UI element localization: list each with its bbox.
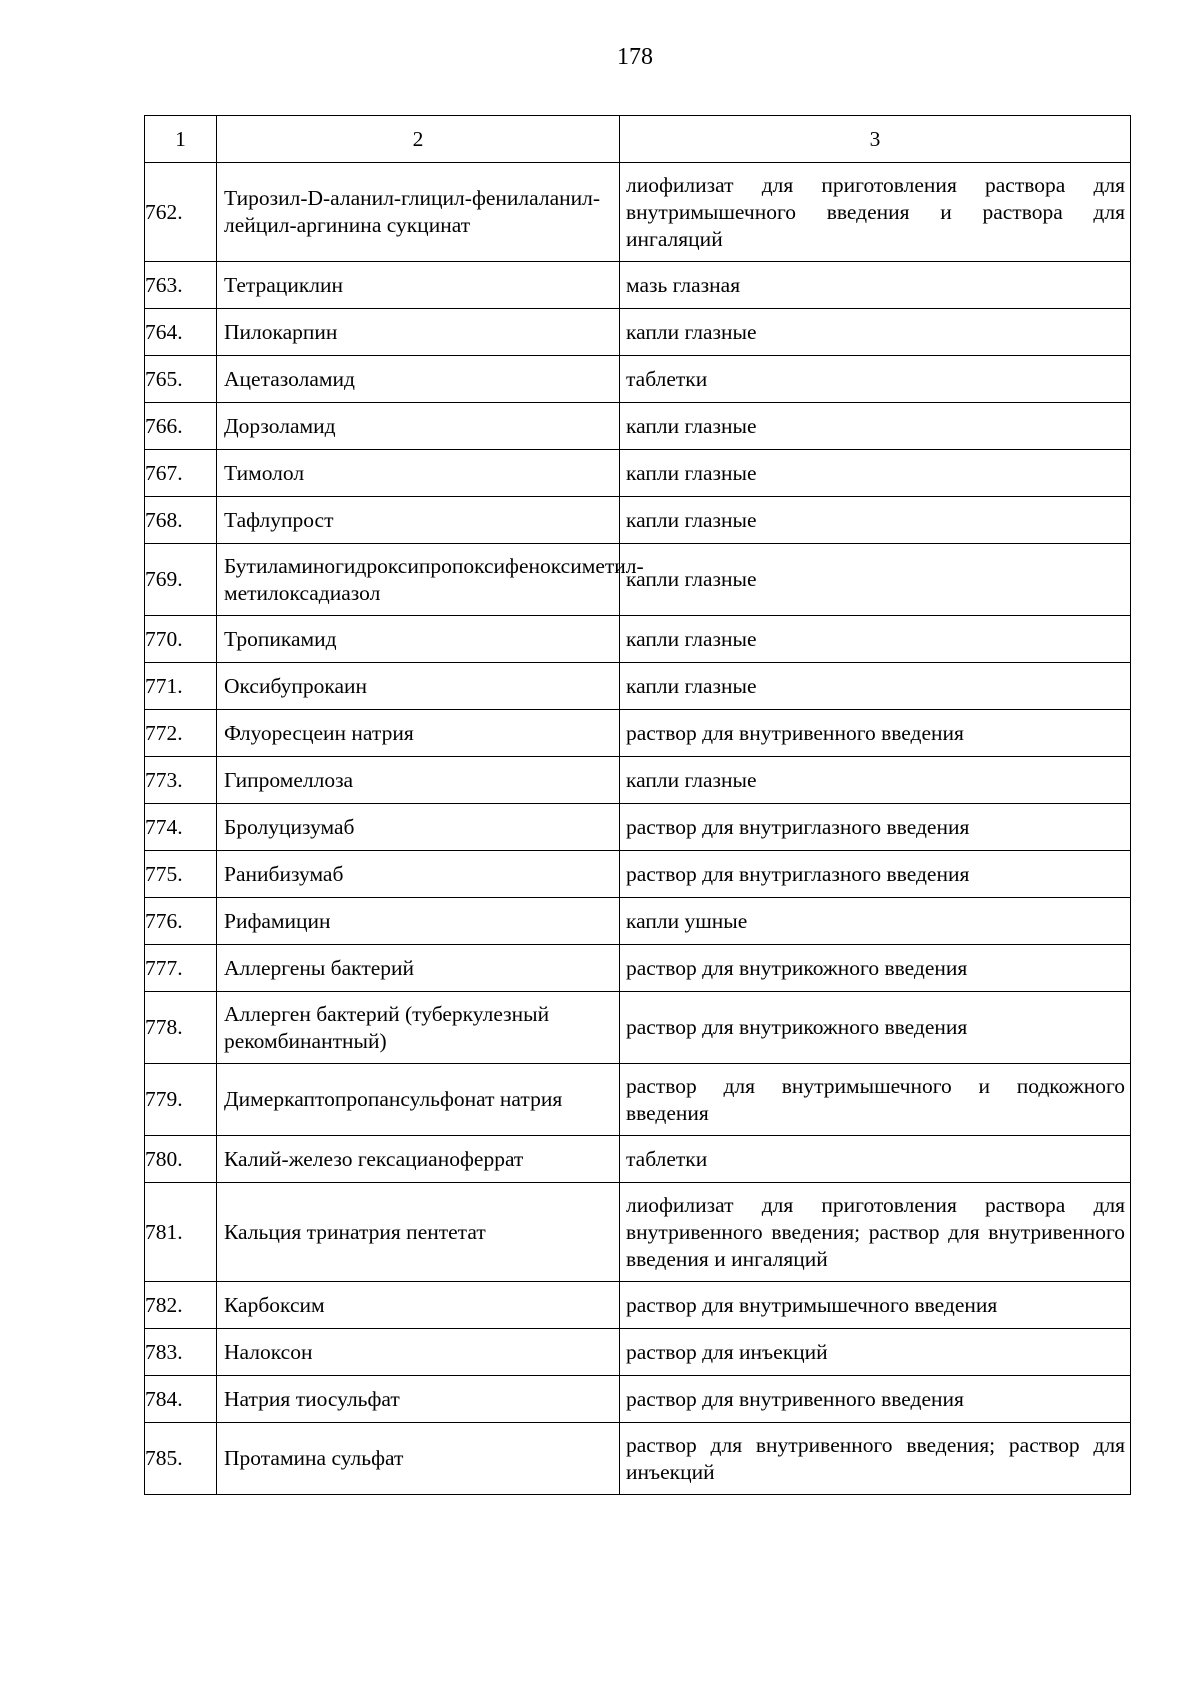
header-col-1: 1 (145, 116, 217, 163)
row-number: 767. (145, 450, 217, 497)
row-number: 785. (145, 1423, 217, 1495)
dosage-form: раствор для внутримышечного и подкожного введения (620, 1064, 1131, 1136)
dosage-form: капли глазные (620, 663, 1131, 710)
dosage-form: капли глазные (620, 497, 1131, 544)
drug-name: Тирозил-D-аланил-глицил-фенилаланил-лейцил-аргинина сукцинат (217, 163, 620, 262)
table-row (145, 356, 1131, 403)
row-number: 765. (145, 356, 217, 403)
drug-name: Димеркаптопропансульфонат натрия (217, 1064, 620, 1136)
row-number: 770. (145, 616, 217, 663)
drug-name: Протамина сульфат (217, 1423, 620, 1495)
drug-name: Налоксон (217, 1329, 620, 1376)
drug-name: Тафлупрост (217, 497, 620, 544)
dosage-form: раствор для внутрикожного введения (620, 992, 1131, 1064)
row-number: 763. (145, 262, 217, 309)
row-number: 769. (145, 544, 217, 616)
drug-name: Натрия тиосульфат (217, 1376, 620, 1423)
table-header-row (145, 116, 1131, 163)
table-row (145, 710, 1131, 757)
dosage-form: капли глазные (620, 616, 1131, 663)
table-row (145, 497, 1131, 544)
table-row (145, 544, 1131, 616)
page-number: 178 (617, 44, 653, 70)
table-row (145, 163, 1131, 262)
header-col-3: 3 (620, 116, 1131, 163)
row-number: 781. (145, 1183, 217, 1282)
row-number: 773. (145, 757, 217, 804)
table-row (145, 992, 1131, 1064)
row-number: 764. (145, 309, 217, 356)
table-row (145, 450, 1131, 497)
dosage-form: капли ушные (620, 898, 1131, 945)
dosage-form: раствор для внутримышечного введения (620, 1282, 1131, 1329)
drug-table (144, 115, 1131, 1495)
row-number: 780. (145, 1136, 217, 1183)
drug-name: Дорзоламид (217, 403, 620, 450)
drug-name: Ранибизумаб (217, 851, 620, 898)
row-number: 771. (145, 663, 217, 710)
table-row (145, 851, 1131, 898)
row-number: 784. (145, 1376, 217, 1423)
drug-name: Тетрациклин (217, 262, 620, 309)
row-number: 779. (145, 1064, 217, 1136)
table-row (145, 1282, 1131, 1329)
row-number: 782. (145, 1282, 217, 1329)
drug-name: Рифамицин (217, 898, 620, 945)
drug-name: Бутиламиногидроксипропоксифеноксиметил-метилоксадиазол (217, 544, 620, 616)
row-number: 775. (145, 851, 217, 898)
table-row (145, 262, 1131, 309)
drug-name: Кальция тринатрия пентетат (217, 1183, 620, 1282)
drug-name: Тимолол (217, 450, 620, 497)
drug-name: Гипромеллоза (217, 757, 620, 804)
table-row (145, 1183, 1131, 1282)
table-row (145, 1376, 1131, 1423)
table-row (145, 309, 1131, 356)
dosage-form: капли глазные (620, 403, 1131, 450)
row-number: 778. (145, 992, 217, 1064)
table-row (145, 1329, 1131, 1376)
dosage-form: таблетки (620, 1136, 1131, 1183)
table-row (145, 616, 1131, 663)
dosage-form: раствор для внутриглазного введения (620, 804, 1131, 851)
table-row (145, 1136, 1131, 1183)
dosage-form: раствор для инъекций (620, 1329, 1131, 1376)
dosage-form: капли глазные (620, 757, 1131, 804)
row-number: 772. (145, 710, 217, 757)
dosage-form: лиофилизат для приготовления раствора для внутримышечного введения и раствора для ингаляций (620, 163, 1131, 262)
table-row (145, 945, 1131, 992)
dosage-form: раствор для внутрикожного введения (620, 945, 1131, 992)
dosage-form: лиофилизат для приготовления раствора для внутривенного введения; раствор для внутривенного введения и ингаляций (620, 1183, 1131, 1282)
dosage-form: капли глазные (620, 309, 1131, 356)
row-number: 776. (145, 898, 217, 945)
table-row (145, 898, 1131, 945)
dosage-form: таблетки (620, 356, 1131, 403)
drug-name: Бролуцизумаб (217, 804, 620, 851)
table-row (145, 1064, 1131, 1136)
table-row (145, 804, 1131, 851)
table-row (145, 403, 1131, 450)
drug-name: Тропикамид (217, 616, 620, 663)
table-row (145, 663, 1131, 710)
dosage-form: раствор для внутривенного введения (620, 1376, 1131, 1423)
dosage-form: раствор для внутривенного введения (620, 710, 1131, 757)
drug-name: Аллергены бактерий (217, 945, 620, 992)
row-number: 774. (145, 804, 217, 851)
header-col-2: 2 (217, 116, 620, 163)
drug-name: Аллерген бактерий (туберкулезный рекомбинантный) (217, 992, 620, 1064)
table-row (145, 757, 1131, 804)
dosage-form: мазь глазная (620, 262, 1131, 309)
dosage-form: раствор для внутриглазного введения (620, 851, 1131, 898)
row-number: 777. (145, 945, 217, 992)
drug-name: Пилокарпин (217, 309, 620, 356)
drug-name: Флуоресцеин натрия (217, 710, 620, 757)
dosage-form: раствор для внутривенного введения; раствор для инъекций (620, 1423, 1131, 1495)
table-row (145, 1423, 1131, 1495)
drug-name: Оксибупрокаин (217, 663, 620, 710)
drug-name: Карбоксим (217, 1282, 620, 1329)
drug-name: Калий-железо гексацианоферрат (217, 1136, 620, 1183)
row-number: 768. (145, 497, 217, 544)
drug-name: Ацетазоламид (217, 356, 620, 403)
dosage-form: капли глазные (620, 450, 1131, 497)
row-number: 783. (145, 1329, 217, 1376)
row-number: 766. (145, 403, 217, 450)
row-number: 762. (145, 163, 217, 262)
dosage-form: капли глазные (620, 544, 1131, 616)
